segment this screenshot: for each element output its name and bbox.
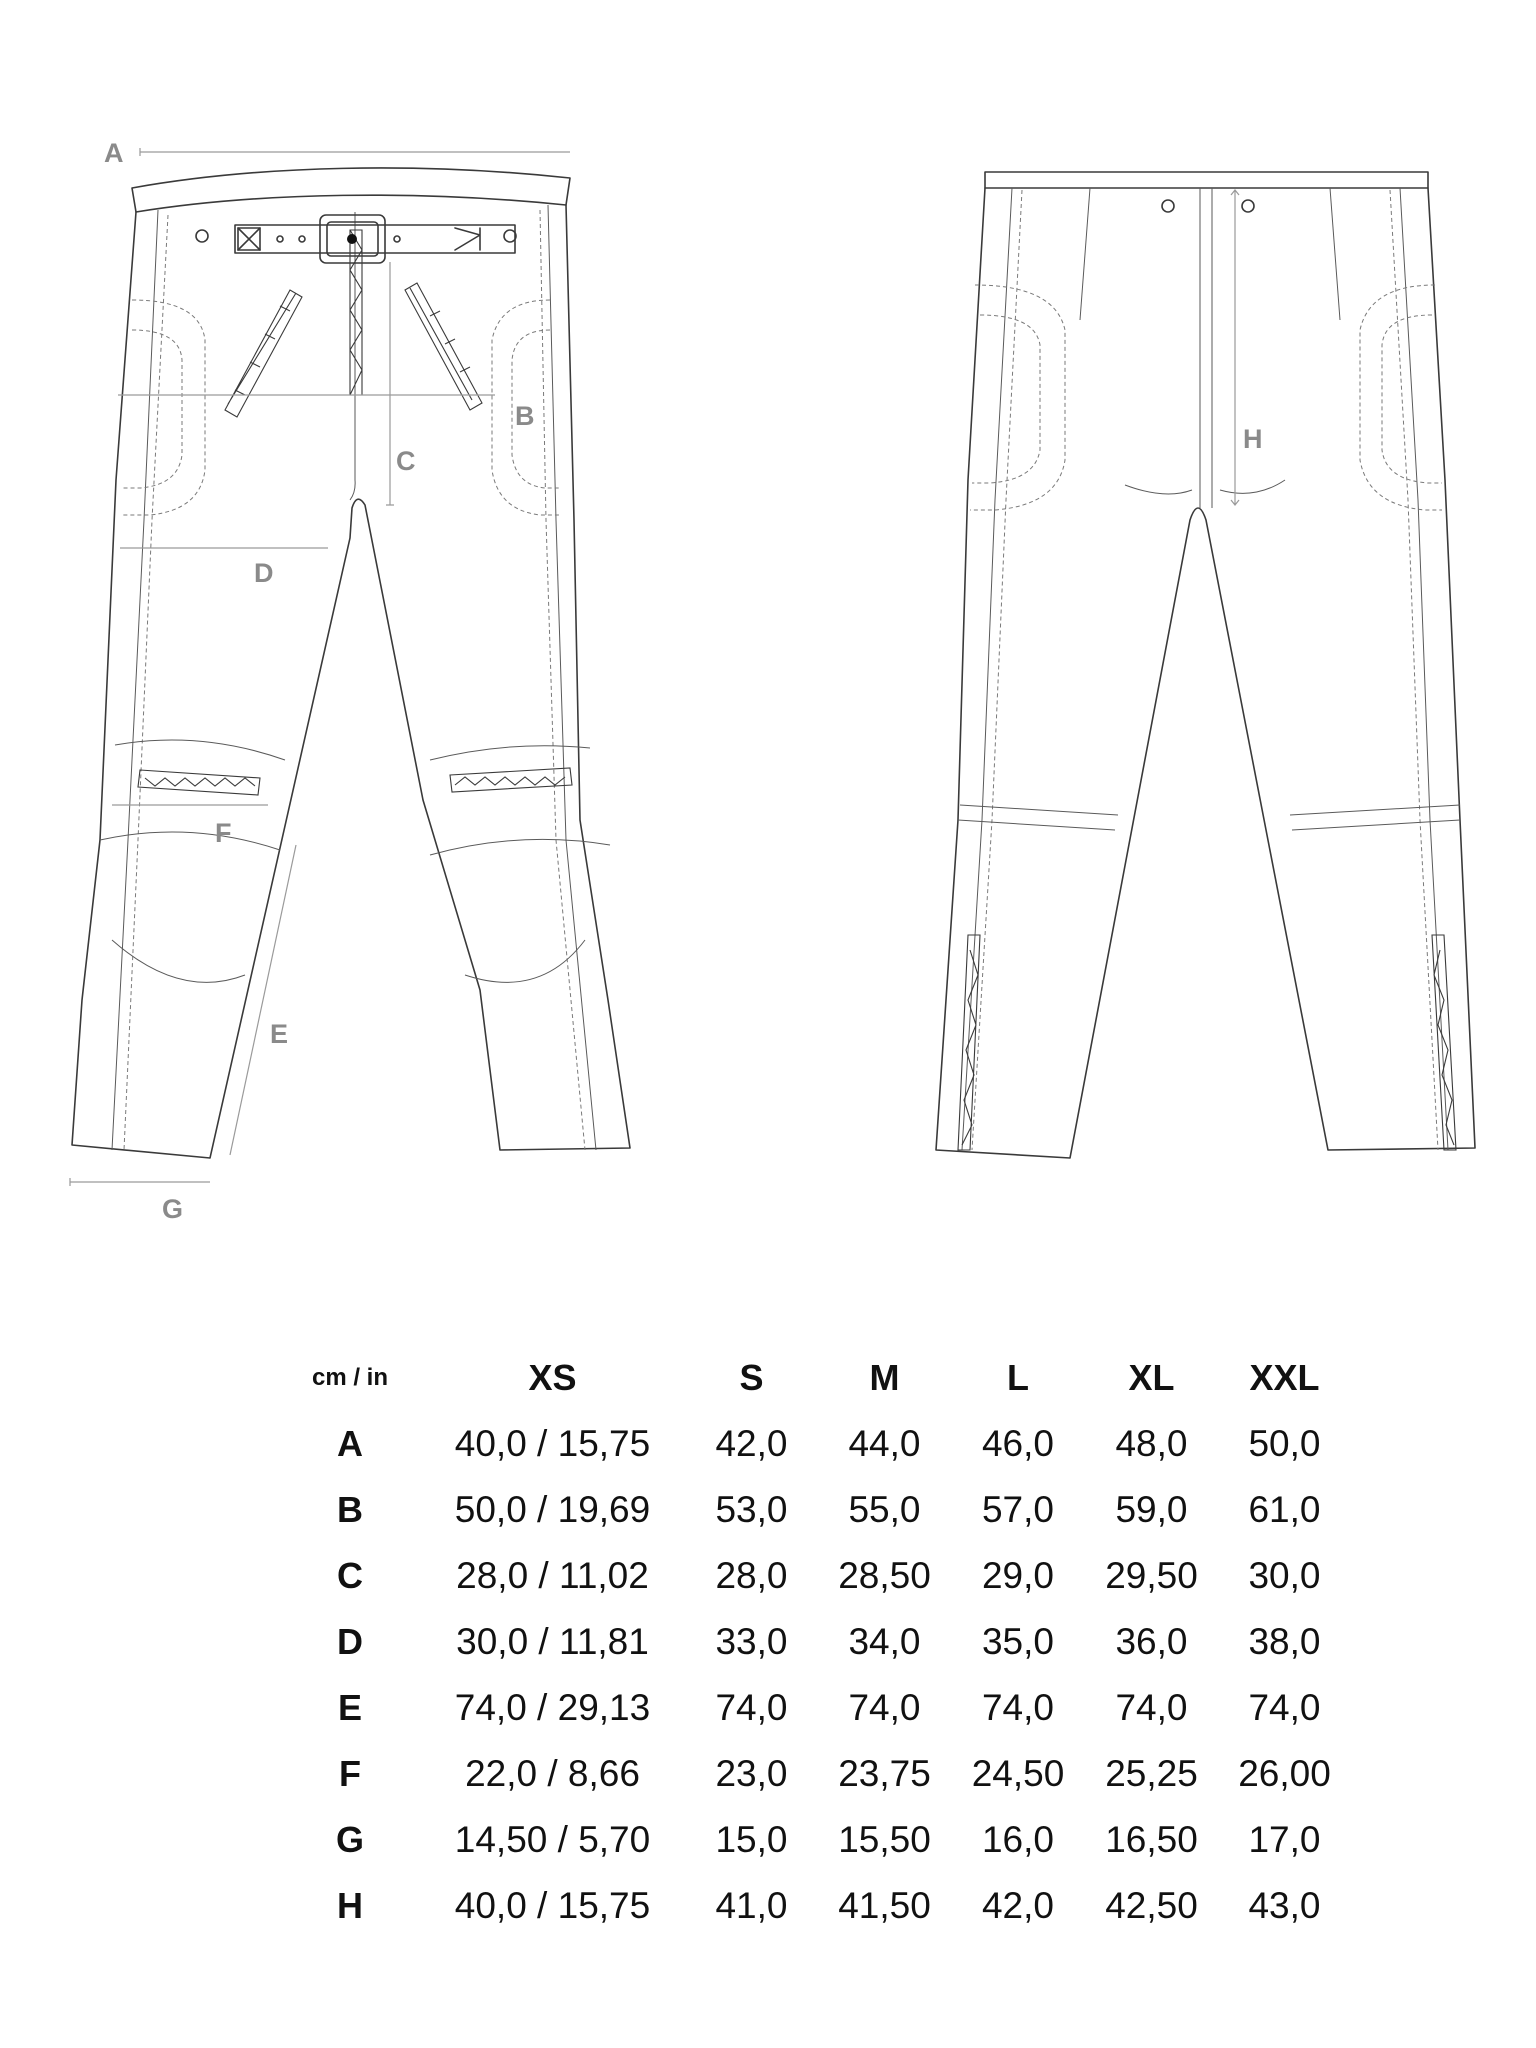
table-cell: 34,0 <box>848 1621 921 1662</box>
table-cell: 42,50 <box>1105 1885 1198 1926</box>
size-header-xl: XL <box>1128 1357 1175 1398</box>
label-e: E <box>270 1019 289 1049</box>
table-cell: 53,0 <box>715 1489 788 1530</box>
table-cell: 43,0 <box>1248 1885 1321 1926</box>
table-cell: 22,0 / 8,66 <box>465 1753 640 1794</box>
table-cell: 61,0 <box>1248 1489 1321 1530</box>
table-cell: 46,0 <box>981 1423 1054 1464</box>
table-cell: 29,0 <box>981 1555 1054 1596</box>
table-cell: 50,0 / 19,69 <box>454 1489 651 1530</box>
table-row <box>280 1675 1351 1741</box>
table-cell: 74,0 / 29,13 <box>454 1687 651 1728</box>
table-cell: 42,0 <box>981 1885 1054 1926</box>
table-cell: 38,0 <box>1248 1621 1321 1662</box>
table-cell: 25,25 <box>1105 1753 1198 1794</box>
size-chart-table <box>280 1345 1351 1939</box>
label-d: D <box>254 558 274 588</box>
table-cell: 26,00 <box>1238 1753 1331 1794</box>
table-cell: 23,0 <box>715 1753 788 1794</box>
table-cell: 35,0 <box>981 1621 1054 1662</box>
table-cell: 74,0 <box>981 1687 1054 1728</box>
table-cell: 55,0 <box>848 1489 921 1530</box>
label-a: A <box>104 138 124 168</box>
table-cell: 36,0 <box>1115 1621 1188 1662</box>
table-cell: 50,0 <box>1248 1423 1321 1464</box>
table-row <box>280 1477 1351 1543</box>
table-cell: 28,0 / 11,02 <box>456 1555 649 1596</box>
table-cell: 40,0 / 15,75 <box>454 1885 651 1926</box>
table-cell: 48,0 <box>1115 1423 1188 1464</box>
table-cell: 23,75 <box>838 1753 931 1794</box>
table-cell: 44,0 <box>848 1423 921 1464</box>
table-cell: 74,0 <box>1115 1687 1188 1728</box>
table-cell: 57,0 <box>981 1489 1054 1530</box>
table-cell: 28,50 <box>838 1555 931 1596</box>
table-cell: 15,0 <box>715 1819 788 1860</box>
size-header-m: M <box>869 1357 900 1398</box>
table-cell: 59,0 <box>1115 1489 1188 1530</box>
size-table-body <box>280 1411 1351 1939</box>
row-label: A <box>337 1423 363 1464</box>
table-row <box>280 1609 1351 1675</box>
table-cell: 41,50 <box>838 1885 931 1926</box>
table-cell: 74,0 <box>1248 1687 1321 1728</box>
label-c: C <box>396 446 416 476</box>
table-cell: 16,50 <box>1105 1819 1198 1860</box>
table-cell: 33,0 <box>715 1621 788 1662</box>
table-row <box>280 1741 1351 1807</box>
table-cell: 29,50 <box>1105 1555 1198 1596</box>
table-cell: 28,0 <box>715 1555 788 1596</box>
table-cell: 74,0 <box>848 1687 921 1728</box>
table-cell: 40,0 / 15,75 <box>454 1423 651 1464</box>
table-cell: 30,0 <box>1248 1555 1321 1596</box>
table-cell: 42,0 <box>715 1423 788 1464</box>
table-row <box>280 1411 1351 1477</box>
label-g: G <box>162 1194 184 1224</box>
row-label: C <box>337 1555 363 1596</box>
table-cell: 15,50 <box>838 1819 931 1860</box>
table-row <box>280 1543 1351 1609</box>
front-view-pants <box>70 138 630 1224</box>
size-header-xxl: XXL <box>1249 1357 1320 1398</box>
row-label: E <box>337 1687 362 1728</box>
unit-header: cm / in <box>311 1364 389 1391</box>
table-cell: 30,0 / 11,81 <box>456 1621 649 1662</box>
table-row <box>280 1873 1351 1939</box>
row-label: D <box>337 1621 363 1662</box>
table-cell: 74,0 <box>715 1687 788 1728</box>
size-header-l: L <box>1007 1357 1029 1398</box>
label-b: B <box>515 401 535 431</box>
table-cell: 16,0 <box>981 1819 1054 1860</box>
label-h: H <box>1243 424 1263 454</box>
row-label: B <box>337 1489 363 1530</box>
size-header-s: S <box>739 1357 764 1398</box>
table-cell: 17,0 <box>1248 1819 1321 1860</box>
table-cell: 14,50 / 5,70 <box>454 1819 651 1860</box>
table-cell: 24,50 <box>971 1753 1065 1794</box>
table-cell: 41,0 <box>715 1885 788 1926</box>
size-header-row <box>280 1345 1351 1411</box>
label-f: F <box>215 818 232 848</box>
row-label: F <box>339 1753 361 1794</box>
size-header-xs: XS <box>528 1357 577 1398</box>
table-row <box>280 1807 1351 1873</box>
back-view-pants <box>936 172 1475 1158</box>
row-label: G <box>335 1819 364 1860</box>
row-label: H <box>337 1885 363 1926</box>
